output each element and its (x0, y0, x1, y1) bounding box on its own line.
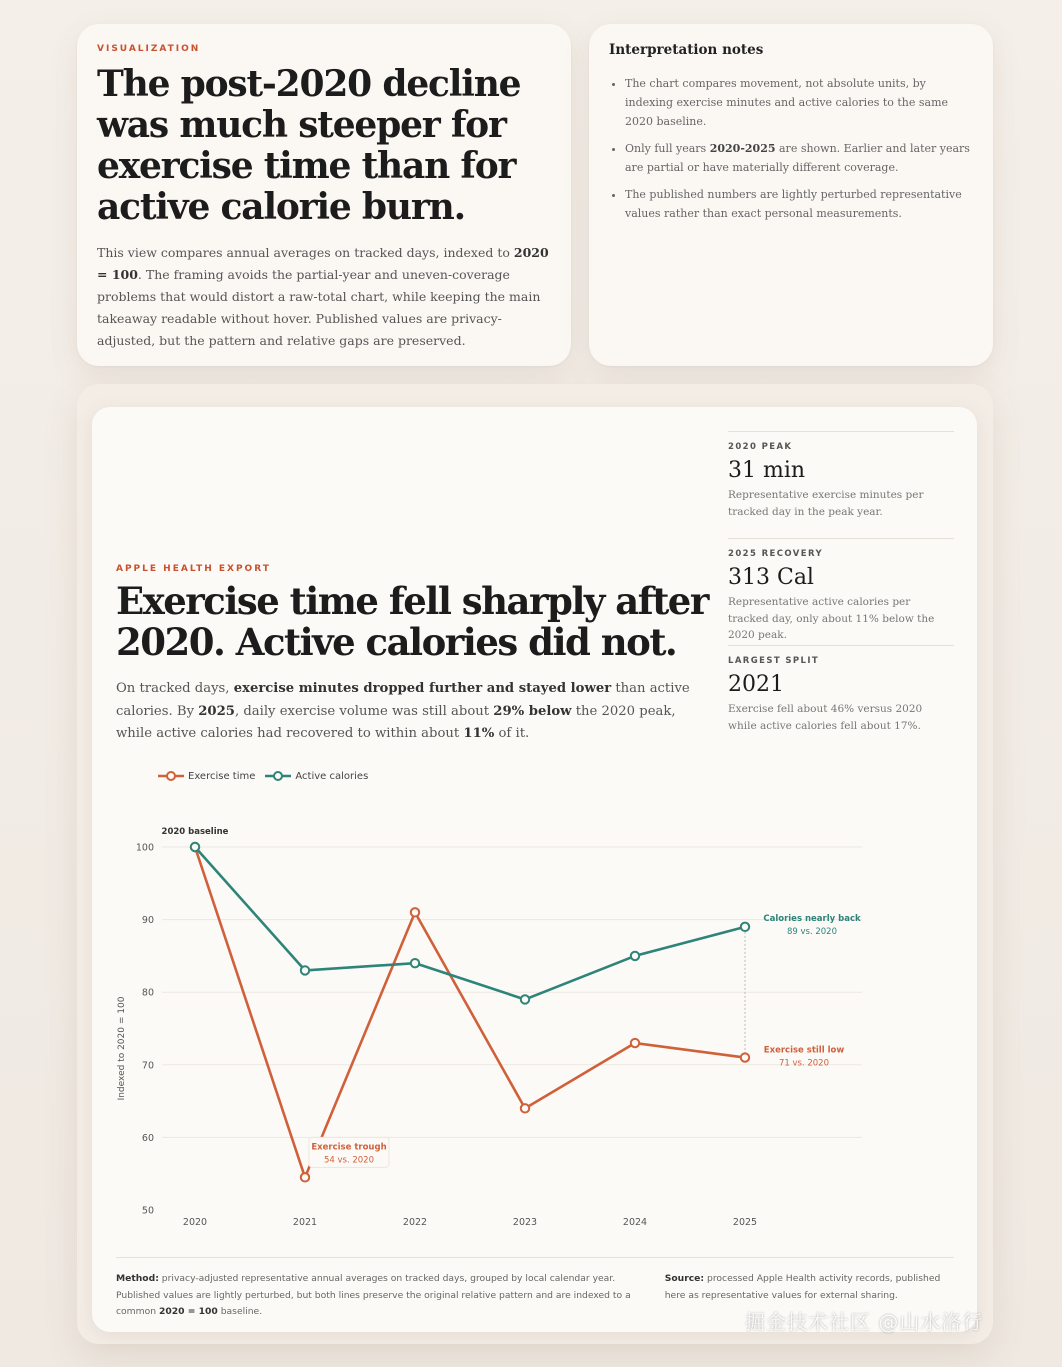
x-tick-label: 2022 (402, 1217, 428, 1228)
stat-split (728, 645, 954, 734)
data-point-calories (741, 923, 749, 931)
y-tick-label: 60 (141, 1132, 154, 1144)
annotation-title: 2020 baseline (161, 827, 229, 837)
data-point-calories (301, 966, 309, 974)
chart-legend (158, 770, 368, 782)
note-text: The published numbers are lightly perturbed representative values rather than exact personal measurements. (625, 188, 962, 220)
main-body-text: than active calories. By (116, 681, 690, 719)
legend-label: Exercise time (188, 770, 256, 782)
legend-item-exercise[interactable] (158, 770, 255, 782)
y-tick-label: 90 (141, 915, 154, 927)
annotation-title: Calories nearly back (763, 913, 861, 924)
annotation-title: Exercise still low (763, 1045, 845, 1056)
method-text: baseline. (217, 1306, 263, 1317)
main-body-bold: 29% below (493, 703, 572, 719)
main-body-bold: 11% (463, 726, 495, 741)
stats-panel (728, 431, 954, 734)
data-point-exercise (521, 1104, 529, 1112)
main-body (116, 678, 706, 746)
legend-swatch-exercise (158, 770, 184, 782)
main-body-bold: 2025 (198, 703, 235, 719)
main-body-bold: exercise minutes dropped further and stayed lower (233, 681, 612, 696)
notes-list (609, 74, 973, 223)
annotation-sub: 89 vs. 2020 (786, 926, 838, 937)
note-item (625, 139, 973, 177)
note-bold: 2020-2025 (709, 142, 776, 155)
chart-card (92, 407, 977, 1332)
source-text: processed Apple Health activity records, published here as representative values for external sharing. (664, 1273, 941, 1301)
intro-body-text: This view compares annual averages on tracked days, indexed to (97, 245, 514, 260)
y-tick-label: 70 (141, 1060, 154, 1072)
y-tick-label: 100 (135, 842, 154, 854)
data-point-calories (521, 995, 529, 1003)
data-point-exercise (741, 1053, 749, 1061)
main-body-text: of it. (494, 726, 530, 741)
legend-swatch-calories (265, 770, 291, 782)
line-chart (92, 807, 977, 1247)
stat-label: 2020 PEAK (728, 442, 793, 452)
stat-peak (728, 431, 954, 538)
method-label: Method: (116, 1273, 159, 1284)
note-text: The chart compares movement, not absolute units, by indexing exercise minutes and active calories to the same 2020 baseline. (625, 77, 949, 128)
y-tick-label: 50 (141, 1205, 154, 1217)
intro-body-bold: 2020 = 100 (97, 245, 549, 282)
notes-title: Interpretation notes (609, 42, 764, 58)
intro-eyebrow: VISUALIZATION (97, 44, 201, 54)
data-point-exercise (631, 1039, 639, 1047)
note-item (625, 74, 973, 131)
intro-headline: The post-2020 decline was much steeper for exercise time than for active calorie burn. (97, 63, 521, 228)
data-point-calories (631, 952, 639, 960)
series-line-exercise (195, 847, 745, 1177)
legend-item-calories[interactable] (265, 770, 368, 782)
intro-body (97, 242, 552, 352)
stat-value: 31 min (728, 458, 806, 483)
annotation-title: Exercise trough (311, 1142, 387, 1153)
method-bold: 2020 = 100 (158, 1306, 218, 1317)
stat-value: 2021 (728, 672, 784, 697)
source-label: Source: (664, 1273, 705, 1284)
main-body-text: the 2020 peak, while active calories had recovered to within about (116, 703, 676, 741)
x-tick-label: 2023 (512, 1217, 538, 1228)
x-tick-label: 2025 (732, 1217, 758, 1228)
main-body-text: On tracked days, (116, 681, 234, 696)
stat-desc: Representative active calories per tracked day, only about 11% below the 2020 peak. (728, 596, 935, 641)
data-point-calories (191, 843, 199, 851)
annotation-sub: 71 vs. 2020 (778, 1058, 830, 1069)
data-point-calories (411, 959, 419, 967)
method-text: privacy-adjusted representative annual averages on tracked days, grouped by local calendar year. Published values are lightly perturbed, but both lines preserve the original relative pattern and are indexed to a common (116, 1273, 631, 1317)
x-tick-label: 2021 (292, 1217, 318, 1228)
data-point-exercise (411, 908, 419, 916)
stat-recovery (728, 538, 954, 645)
intro-body-text: . The framing avoids the partial-year and uneven-coverage problems that would distort a raw-total chart, while keeping the main takeaway readable without hover. Published values are privacy-adjusted, but the pattern and relative gaps are preserved. (97, 267, 541, 348)
stat-label: LARGEST SPLIT (728, 656, 820, 666)
data-point-exercise (301, 1173, 309, 1181)
note-text: are shown. Earlier and later years are partial or have materially different coverage. (625, 142, 970, 174)
main-eyebrow: APPLE HEALTH EXPORT (116, 564, 271, 574)
y-tick-label: 80 (141, 987, 154, 999)
footer-method (116, 1271, 635, 1321)
stat-desc: Representative exercise minutes per tracked day in the peak year. (728, 489, 924, 518)
stat-desc: Exercise fell about 46% versus 2020 while active calories fell about 17%. (728, 703, 923, 732)
main-headline: Exercise time fell sharply after 2020. Active calories did not. (116, 579, 708, 664)
intro-card (77, 24, 571, 366)
x-tick-label: 2020 (182, 1217, 208, 1228)
annotation-sub: 54 vs. 2020 (323, 1155, 375, 1166)
main-body-text: , daily exercise volume was still about (234, 703, 494, 719)
stat-value: 313 Cal (728, 565, 814, 590)
note-item (625, 185, 973, 223)
series-line-calories (195, 847, 745, 999)
notes-card (589, 24, 993, 366)
watermark: 掘金技术社区 @山水洛行 (745, 1310, 984, 1334)
note-text: Only full years (625, 142, 710, 155)
legend-label: Active calories (295, 770, 369, 782)
x-tick-label: 2024 (622, 1217, 648, 1228)
y-axis-label: Indexed to 2020 = 100 (117, 996, 127, 1101)
stat-label: 2025 RECOVERY (728, 549, 824, 559)
